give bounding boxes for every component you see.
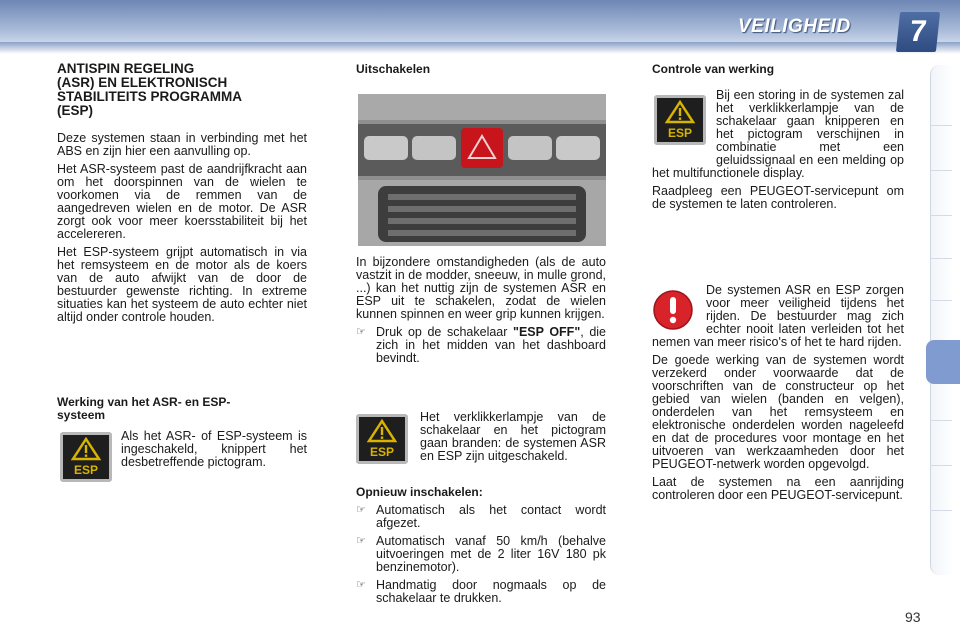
tab-divider — [930, 125, 952, 126]
page-number: 93 — [905, 609, 921, 625]
paragraph: Het ASR-systeem past de aandrijfkracht aan om het doorspinnen van de wielen te voorkomen via de remmen van de aangedreven wielen en de motor. De ASR zorgt ook voor meer koersstabiliteit bij het accelereren. — [57, 162, 307, 241]
controle-heading: Controle van werking — [652, 62, 775, 76]
lamp-text — [420, 411, 606, 468]
hand-icon: ☞ — [356, 326, 366, 338]
paragraph: Raadpleeg een PEUGEOT-servicepunt om de systemen te laten controleren. — [652, 184, 904, 211]
step-item — [356, 326, 606, 365]
svg-text:ESP: ESP — [369, 445, 395, 459]
title-line: STABILITEITS PROGRAMMA — [57, 89, 242, 104]
hand-icon: ☞ — [356, 535, 366, 547]
tab-divider — [930, 300, 952, 301]
paragraph: Deze systemen staan in verbinding met het ABS en zijn hier een aanvulling op. — [57, 131, 307, 158]
warning-section — [652, 284, 904, 507]
esp-off-label: "ESP OFF" — [513, 325, 581, 339]
title-line: ANTISPIN REGELING — [57, 61, 195, 76]
title-line: (ESP) — [57, 103, 94, 118]
werking-heading: Werking van het ASR- en ESP-systeem — [57, 395, 231, 422]
hand-icon: ☞ — [356, 579, 366, 591]
esp-warning-icon — [60, 432, 112, 482]
svg-text:ESP: ESP — [667, 126, 693, 140]
esp-warning-icon — [356, 414, 408, 464]
tab-divider — [930, 258, 952, 259]
list-item: ☞ Handmatig door nogmaals op de schakelaar te drukken. — [356, 578, 606, 605]
paragraph: De goede werking van de systemen wordt verzekerd onder voorwaarde dat de voorschriften van de constructeur op het gebied van wielen (banden en velgen), onderdelen van het remsysteem en elektronische onderdelen worden nageleefd en dat de procedures voor montage en het uitvoeren van werkzaamheden door het PEUGEOT-netwerk worden opgevolgd. — [652, 353, 904, 471]
tab-divider — [930, 170, 952, 171]
paragraph: Laat de systemen na een aanrijding controleren door een PEUGEOT-servicepunt. — [652, 475, 904, 502]
hand-icon: ☞ — [356, 504, 366, 516]
paragraph: In bijzondere omstandigheden (als de auto vastzit in de modder, sneeuw, in mulle grond, ...) kan het nuttig zijn de systemen ASR en ESP uit te schakelen, zodat de wielen kunnen spinnen en weer grip kunnen krijgen. — [356, 255, 606, 321]
check-section — [652, 89, 904, 216]
section-title: VEILIGHEID — [738, 16, 851, 37]
tab-divider — [930, 465, 952, 466]
reenable-heading: Opnieuw inschakelen: — [356, 485, 483, 499]
tab-divider — [930, 420, 952, 421]
page-title — [57, 62, 307, 118]
paragraph: Het verklikkerlampje van de schakelaar en het pictogram gaan branden: de systemen ASR en ESP zijn uitgeschakeld. — [420, 410, 606, 463]
tab-divider — [930, 215, 952, 216]
tab-divider — [930, 510, 952, 511]
reenable-section — [356, 486, 606, 610]
paragraph: Het ESP-systeem grijpt automatisch in via het remsysteem en de motor als de koers van de auto afwijkt van de door de bestuurder gewenste richting. In extreme situaties kan het systeem de auto echter niet altijd onder controle houden. — [57, 245, 307, 324]
step-prefix: Druk op de schakelaar — [376, 325, 514, 339]
chapter-tab-active[interactable] — [926, 340, 960, 384]
paragraph: De systemen ASR en ESP zorgen voor meer veiligheid tijdens het rijden. De bestuurder mag zich echter nooit laten verleiden tot het nemen van meer risico's of het te hard rijden. — [652, 283, 904, 349]
left-intro — [57, 132, 307, 329]
chapter-number: 7 — [896, 12, 940, 52]
uitschakelen-heading: Uitschakelen — [356, 62, 431, 76]
paragraph: Bij een storing in de systemen zal het verklikkerlampje van de schakelaar gaan knipperen en het pictogram verschijnen in combinatie met een geluidssignaal en een melding op het multifunctionele display. — [652, 88, 904, 180]
list-item: ☞ Automatisch als het contact wordt afgezet. — [356, 503, 606, 530]
title-line: (ASR) EN ELEKTRONISCH — [57, 75, 228, 90]
paragraph: Als het ASR- of ESP-systeem is ingeschakeld, knippert het desbetreffende pictogram. — [121, 429, 307, 469]
werking-text — [121, 430, 307, 474]
step-suffix: , die zich in het midden van het dashboard bevindt. — [376, 325, 606, 365]
middle-intro — [356, 256, 606, 370]
dashboard-switch-photo — [358, 94, 606, 246]
list-item: ☞ Automatisch vanaf 50 km/h (behalve uitvoeringen met de 2 liter 16V 180 pk benzinemotor). — [356, 534, 606, 574]
chapter-tabs — [930, 65, 953, 575]
svg-text:ESP: ESP — [73, 463, 99, 477]
header-swoosh — [0, 42, 960, 54]
